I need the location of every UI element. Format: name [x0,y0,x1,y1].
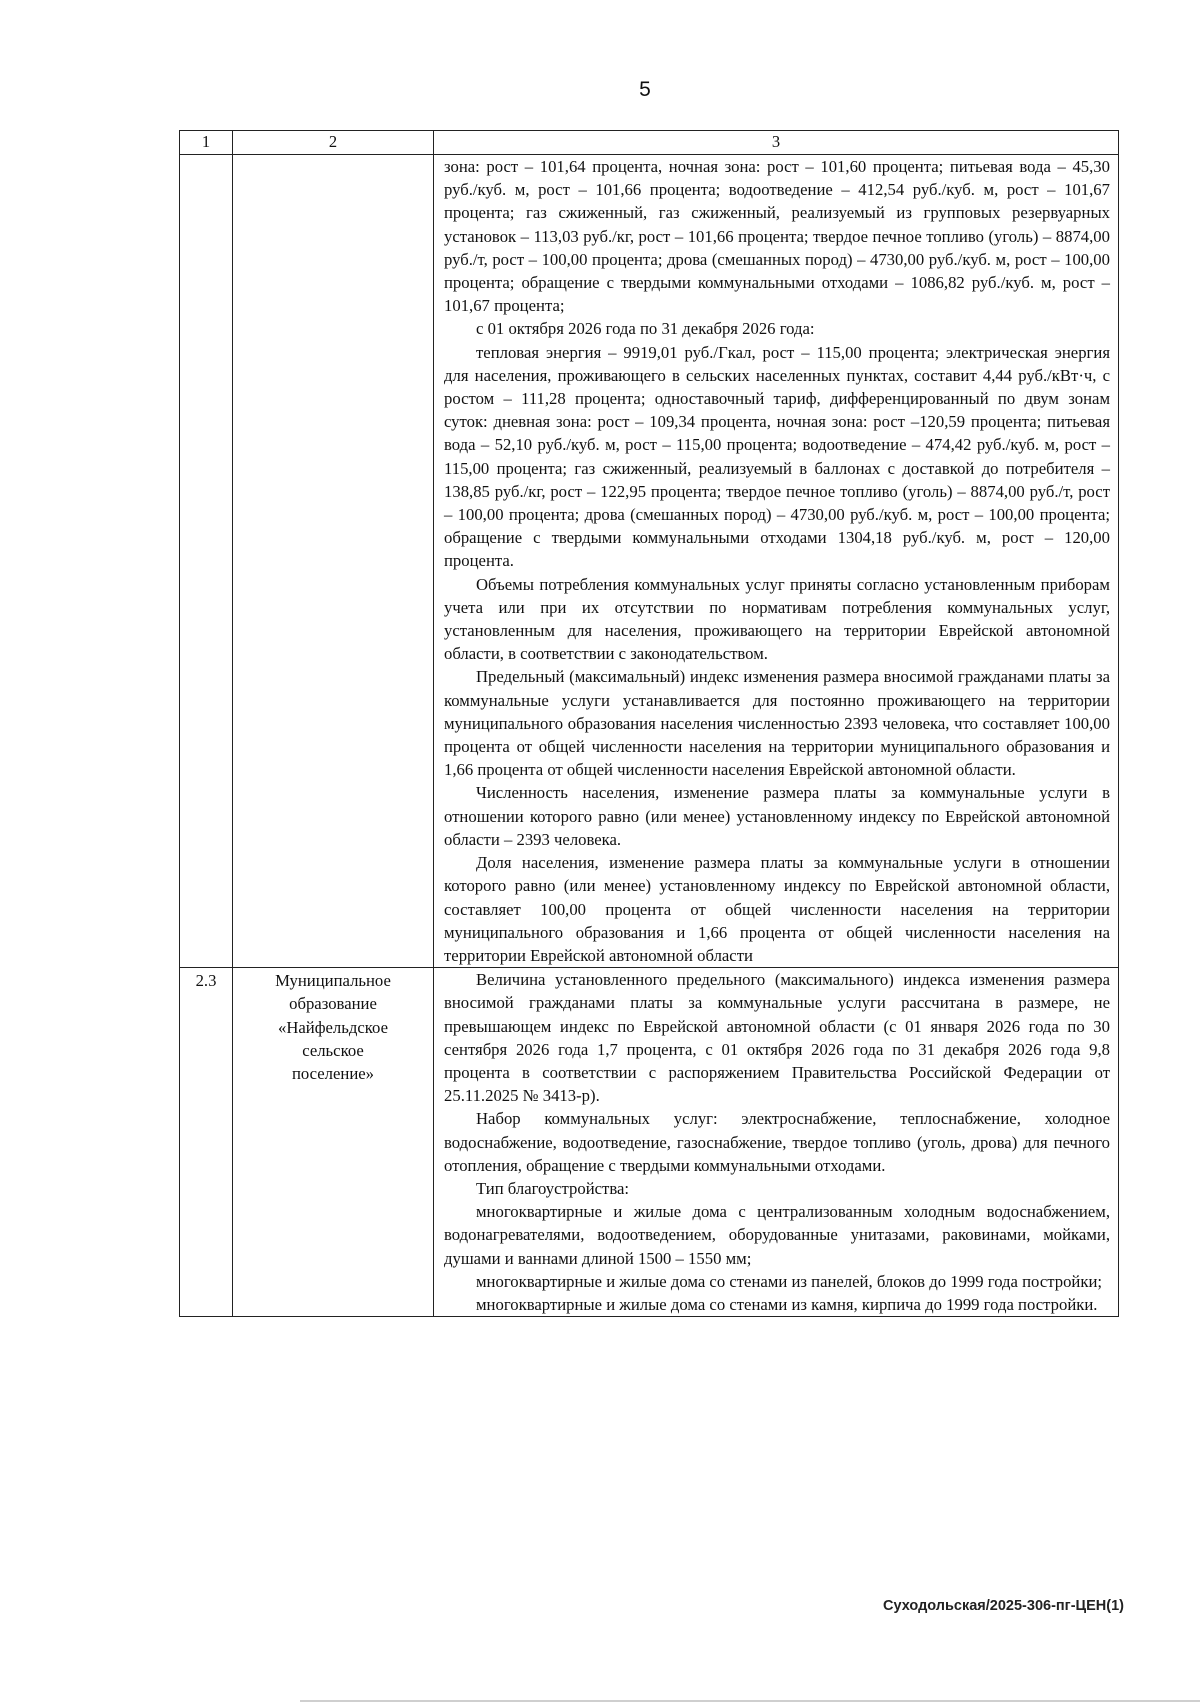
column-header-2: 2 [233,131,434,155]
municipality-name [233,155,434,968]
paragraph: Величина установленного предельного (максимального) индекса изменения размера вносимой гражданами платы за коммунальные услуги рассчитана в размере, не превышающем индекс по Еврейской автономной области (с 01 января 2026 года по 30 сентября 2026 года 1,7 процента, с 01 октября 2026 года по 31 декабря 2026 года 9,8 процента в соответствии с распоряжением Правительства Российской Федерации от 25.11.2025 № 3413-р). [444,970,1110,1106]
municipality-name-line: образование [289,994,377,1014]
paragraph: Численность населения, изменение размера платы за коммунальные услуги в отношении которого равно (или менее) установленному индексу по Еврейской автономной области – 2393 человека. [444,783,1110,849]
paragraph: Объемы потребления коммунальных услуг приняты согласно установленным приборам учета или при их отсутствии по нормативам потребления коммунальных услуг, установленным для населения, проживающего на территории Еврейской автономной области, в соответствии с законодательством. [444,574,1110,664]
paragraph: Тип благоустройства: [476,1178,630,1198]
row-number: 2.3 [180,968,233,1317]
paragraph: Предельный (максимальный) индекс изменения размера вносимой гражданами платы за коммунальные услуги устанавливается для постоянно проживающего на территории муниципального образования населения численностью 2393 человека, что составляет 100,00 процента от общей численности населения на территории муниципального образования и 1,66 процента от общей численности населения Еврейской автономной области. [444,667,1110,780]
table-row [180,968,1119,1317]
paragraph: зона: рост – 101,64 процента, ночная зона: рост – 101,60 процента; питьевая вода – 45,30 руб./куб. м, рост – 101,66 процента; водоотведение – 412,54 руб./куб. м, рост – 101,67 процента; газ сжиженный, газ сжиженный, реализуемый из групповых резервуарных установок – 113,03 руб./кг, рост – 101,66 процента; твердое печное топливо (уголь) – 8874,00 руб./т, рост – 100,00 процента; дрова (смешанных пород) – 4730,00 руб./куб. м, рост – 100,00 процента; обращение с твердыми коммунальными отходами – 1086,82 руб./куб. м, рост – 101,67 процента; [444,157,1110,316]
municipality-name-line: поселение» [291,1063,375,1083]
paragraph: с 01 октября 2026 года по 31 декабря 2026 года: [476,319,815,339]
municipality-name [233,968,434,1317]
paragraph: многоквартирные и жилые дома с централизованным холодным водоснабжением, водонагревателями, водоотведением, оборудованные унитазами, раковинами, мойками, душами и ваннами длиной 1500 – 1550 мм; [444,1202,1110,1268]
paragraph: Доля населения, изменение размера платы за коммунальные услуги в отношении которого равно (или менее) установленному индексу по Еврейской автономной области, составляет 100,00 процента от общей численности населения на территории муниципального образования и 1,66 процента от общей численности населения на территории Еврейской автономной области [444,853,1110,965]
row-description [434,968,1119,1317]
row-number [180,155,233,968]
tariff-table [179,130,1119,1317]
table-row [180,155,1119,968]
page-number: 5 [639,78,651,101]
paragraph: многоквартирные и жилые дома со стенами из панелей, блоков до 1999 года постройки; [476,1271,1103,1291]
paragraph: тепловая энергия – 9919,01 руб./Гкал, рост – 115,00 процента; электрическая энергия для населения, проживающего в сельских населенных пунктах, составит 4,44 руб./кВт·ч, с ростом – 111,28 процента; одноставочный тариф, дифференцированный по двум зонам суток: дневная зона: рост – 109,34 процента, ночная зона: рост –120,59 процента; питьевая вода – 52,10 руб./куб. м, рост – 115,00 процента; водоотведение – 474,42 руб./куб. м, рост – 115,00 процента; газ сжиженный, реализуемый в баллонах с доставкой до потребителя – 138,85 руб./кг, рост – 122,95 процента; твердое печное топливо (уголь) – 8874,00 руб./т, рост – 100,00 процента; дрова (смешанных пород) – 4730,00 руб./куб. м, рост – 100,00 процента; обращение с твердыми коммунальными отходами 1304,18 руб./куб. м, рост – 120,00 процента. [444,342,1110,571]
column-header-1: 1 [180,131,233,155]
municipality-name-line: сельское [302,1040,364,1060]
column-header-3: 3 [434,131,1119,155]
row-description [434,155,1119,968]
municipality-name-line: Муниципальное [275,971,391,991]
scan-edge-line [300,1700,1200,1702]
municipality-name-line: «Найфельдское [277,1017,388,1037]
paragraph: многоквартирные и жилые дома со стенами из камня, кирпича до 1999 года постройки. [476,1294,1098,1314]
table-header-row [180,131,1119,155]
document-code: Суходольская/2025-306-пг-ЦЕН(1) [883,1598,1124,1614]
paragraph: Набор коммунальных услуг: электроснабжение, теплоснабжение, холодное водоснабжение, водоотведение, газоснабжение, твердое топливо (уголь, дрова) для печного отопления, обращение с твердыми коммунальными отходами. [444,1109,1110,1175]
